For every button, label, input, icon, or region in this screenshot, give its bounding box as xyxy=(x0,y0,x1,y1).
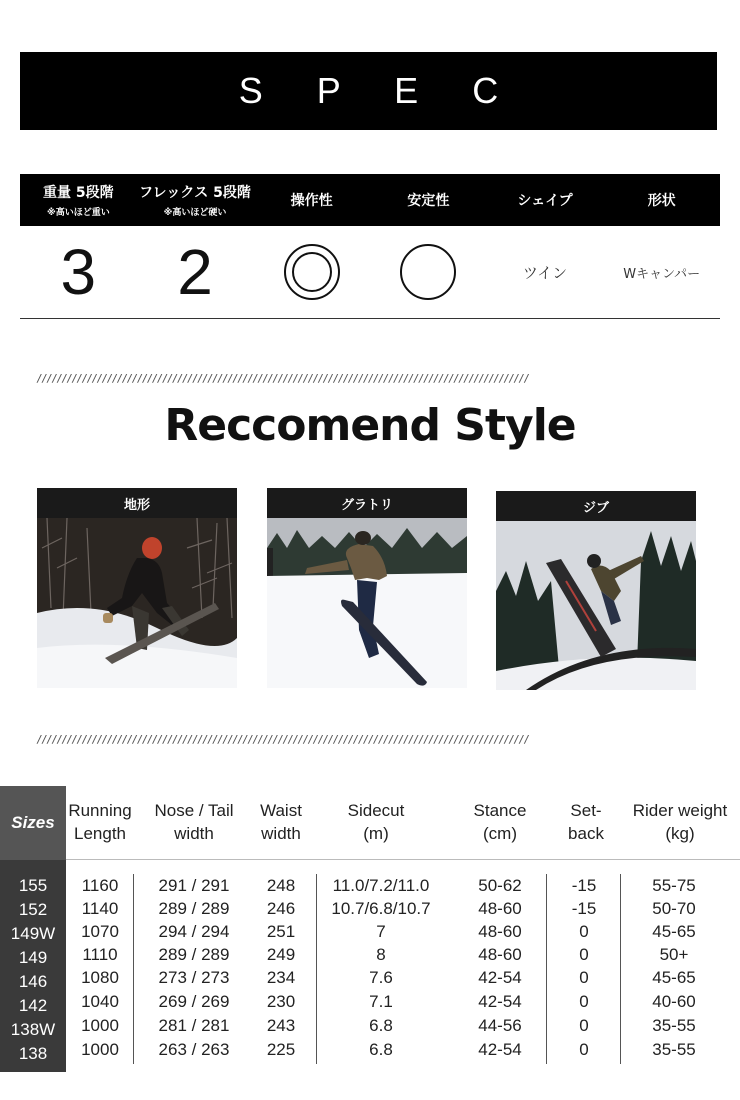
spec-header-control xyxy=(253,174,370,226)
rider-weight-cell: 55-75 xyxy=(652,876,696,895)
waist-cell: 234 xyxy=(266,968,296,987)
ground-trick-photo xyxy=(267,518,467,688)
slash-divider: ////////////////////////////////////////////////////////////////////////////////////////////////// xyxy=(36,733,529,746)
table-row xyxy=(66,1038,740,1062)
spec-header-stability xyxy=(370,174,487,226)
stance-cell: 50-62 xyxy=(478,876,522,895)
setback-cell: -15 xyxy=(571,876,597,895)
waist-cell: 243 xyxy=(266,1016,296,1035)
size-cell: 149W xyxy=(10,924,56,943)
spec-header-label: 操作性 xyxy=(290,193,333,209)
waist-cell: 249 xyxy=(266,945,296,964)
col-running-length xyxy=(66,786,134,860)
double-circle-icon xyxy=(282,242,342,302)
col-label: Sidecut xyxy=(347,801,405,821)
col-label: Waist xyxy=(260,801,302,821)
setback-cell: 0 xyxy=(579,922,589,941)
spec-value-flex xyxy=(137,226,254,318)
col-nose-tail xyxy=(134,786,254,860)
rider-weight-cell: 40-60 xyxy=(652,992,696,1011)
length-cell: 1110 xyxy=(82,945,118,964)
spec-header-profile xyxy=(603,174,720,226)
style-card-label: ジブ xyxy=(496,491,696,521)
table-row xyxy=(66,1014,740,1038)
sizes-header: Sizes xyxy=(0,786,66,860)
spec-header-note: ※高いほど硬い xyxy=(163,208,227,218)
nose-tail-cell: 273 / 273 xyxy=(158,968,230,987)
nose-tail-cell: 294 / 294 xyxy=(158,922,230,941)
waist-cell: 230 xyxy=(266,992,296,1011)
spec-header-label: 重量 5段階 xyxy=(43,185,114,201)
rider-weight-cell: 45-65 xyxy=(652,968,696,987)
waist-cell: 246 xyxy=(266,899,296,918)
rider-weight-cell: 35-55 xyxy=(652,1016,696,1035)
col-label: Running xyxy=(68,801,132,821)
jib-photo xyxy=(496,521,696,690)
col-label: back xyxy=(568,824,604,843)
spec-value-stability xyxy=(370,226,487,318)
size-cell: 142 xyxy=(18,996,48,1015)
spec-values-row xyxy=(20,226,720,319)
length-cell: 1000 xyxy=(81,1040,119,1059)
sidecut-cell: 10.7/6.8/10.7 xyxy=(331,899,431,918)
style-card-ground-trick xyxy=(267,488,467,688)
col-label: (cm) xyxy=(483,824,517,843)
waist-cell: 251 xyxy=(266,922,296,941)
setback-cell: -15 xyxy=(571,899,597,918)
sizes-column xyxy=(0,786,66,1072)
nose-tail-cell: 281 / 281 xyxy=(158,1016,230,1035)
stance-cell: 42-54 xyxy=(478,992,522,1011)
sidecut-cell: 11.0/7.2/11.0 xyxy=(332,876,430,895)
spec-banner xyxy=(20,52,717,130)
spec-header-flex xyxy=(137,174,254,226)
sidecut-cell: 8 xyxy=(376,945,386,964)
spec-header-note: ※高いほど重い xyxy=(46,208,110,218)
spec-header-label: 形状 xyxy=(647,193,676,209)
length-cell: 1080 xyxy=(81,968,119,987)
stance-cell: 48-60 xyxy=(478,922,522,941)
terrain-photo xyxy=(37,518,237,688)
flex-value: 2 xyxy=(177,236,213,308)
size-cell: 138 xyxy=(18,1044,48,1063)
setback-cell: 0 xyxy=(579,968,589,987)
setback-cell: 0 xyxy=(579,1040,589,1059)
spec-header-shape xyxy=(487,174,604,226)
length-cell: 1070 xyxy=(81,922,119,941)
rider-weight-cell: 50-70 xyxy=(652,899,696,918)
style-card-terrain xyxy=(37,488,237,688)
size-table-header xyxy=(66,786,740,860)
stance-cell: 42-54 xyxy=(478,1040,522,1059)
col-label: (m) xyxy=(363,824,389,843)
slash-divider: ////////////////////////////////////////////////////////////////////////////////////////////////// xyxy=(36,372,529,385)
size-cell: 155 xyxy=(18,876,48,895)
col-waist xyxy=(254,786,308,860)
col-sidecut xyxy=(316,786,436,860)
col-label: Rider weight xyxy=(632,801,728,821)
setback-cell: 0 xyxy=(579,945,589,964)
spec-value-profile xyxy=(603,226,720,318)
rider-weight-cell: 50+ xyxy=(659,945,689,964)
spec-title: S P E C xyxy=(238,70,521,111)
size-cell: 152 xyxy=(18,900,48,919)
shape-value: ツイン xyxy=(522,263,568,282)
table-row xyxy=(66,990,740,1014)
profile-value: Wキャンパー xyxy=(623,266,701,282)
table-row xyxy=(66,874,740,898)
nose-tail-cell: 289 / 289 xyxy=(158,899,230,918)
spec-value-weight xyxy=(20,226,137,318)
length-cell: 1140 xyxy=(81,899,119,918)
setback-cell: 0 xyxy=(579,1016,589,1035)
style-title: Reccomend Style xyxy=(164,400,576,451)
style-card-label: グラトリ xyxy=(267,488,467,518)
setback-cell: 0 xyxy=(579,992,589,1011)
col-label: Stance xyxy=(473,801,527,821)
rider-weight-cell: 45-65 xyxy=(652,922,696,941)
stance-cell: 48-60 xyxy=(478,899,522,918)
sidecut-cell: 7.6 xyxy=(369,968,393,987)
length-cell: 1000 xyxy=(81,1016,119,1035)
nose-tail-cell: 269 / 269 xyxy=(158,992,230,1011)
spec-value-control xyxy=(253,226,370,318)
col-rider-weight xyxy=(622,786,738,860)
col-label: Nose / Tail xyxy=(154,801,234,821)
col-label: width xyxy=(174,824,214,843)
rider-weight-cell: 35-55 xyxy=(652,1040,696,1059)
stance-cell: 44-56 xyxy=(478,1016,522,1035)
sidecut-cell: 7.1 xyxy=(369,992,393,1011)
stance-cell: 48-60 xyxy=(478,945,522,964)
col-label: (kg) xyxy=(665,824,695,843)
spec-header-label: シェイプ xyxy=(517,193,573,209)
spec-value-shape xyxy=(487,226,604,318)
size-cell: 146 xyxy=(18,972,48,991)
sidecut-cell: 7 xyxy=(376,922,386,941)
col-setback xyxy=(556,786,616,860)
size-cell: 149 xyxy=(18,948,48,967)
nose-tail-cell: 289 / 289 xyxy=(158,945,230,964)
weight-value: 3 xyxy=(60,236,97,308)
col-label: Length xyxy=(74,824,126,843)
waist-cell: 248 xyxy=(266,876,296,895)
nose-tail-cell: 291 / 291 xyxy=(158,876,230,895)
length-cell: 1160 xyxy=(81,876,119,895)
table-row xyxy=(66,920,740,944)
col-label: width xyxy=(261,824,301,843)
table-row xyxy=(66,943,740,967)
sidecut-cell: 6.8 xyxy=(369,1016,393,1035)
waist-cell: 225 xyxy=(266,1040,296,1059)
length-cell: 1040 xyxy=(81,992,119,1011)
table-row xyxy=(66,966,740,990)
sidecut-cell: 6.8 xyxy=(369,1040,393,1059)
col-stance xyxy=(460,786,540,860)
nose-tail-cell: 263 / 263 xyxy=(158,1040,230,1059)
stance-cell: 42-54 xyxy=(478,968,522,987)
col-label: Set- xyxy=(570,801,602,821)
table-row xyxy=(66,897,740,921)
spec-header-label: 安定性 xyxy=(407,193,450,209)
circle-icon xyxy=(398,242,458,302)
style-card-jib xyxy=(496,491,696,690)
spec-header-weight xyxy=(20,174,137,226)
size-cell: 138W xyxy=(10,1020,56,1039)
spec-header-row xyxy=(20,174,720,226)
style-card-label: 地形 xyxy=(37,488,237,518)
spec-header-label: フレックス 5段階 xyxy=(139,185,251,201)
